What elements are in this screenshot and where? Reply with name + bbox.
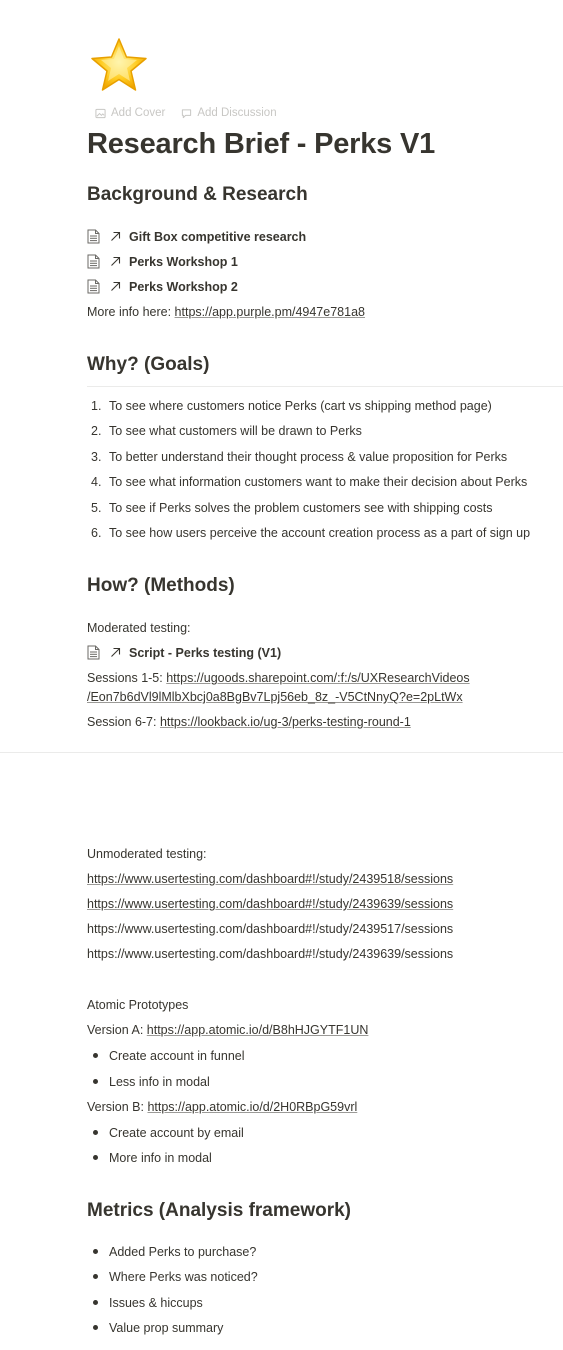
bullet-dot bbox=[93, 1300, 98, 1305]
version-b-link[interactable]: https://app.atomic.io/d/2H0RBpG59vrl bbox=[147, 1100, 358, 1114]
unmoderated-label: Unmoderated testing: bbox=[87, 847, 207, 861]
bullet-item bbox=[93, 1151, 212, 1165]
page-link-label: Script - Perks testing (V1) bbox=[129, 645, 282, 660]
bullet-item bbox=[93, 1049, 245, 1063]
bullet-text: Create account in funnel bbox=[109, 1049, 245, 1063]
version-a-link[interactable]: https://app.atomic.io/d/B8hHJGYTF1UN bbox=[146, 1023, 369, 1037]
more-info-line bbox=[87, 305, 365, 319]
session-6-7-label: Session 6-7: bbox=[87, 715, 160, 729]
bullet-dot bbox=[93, 1325, 98, 1330]
page-emoji-icon[interactable] bbox=[89, 36, 149, 96]
metric-text: Value prop summary bbox=[109, 1321, 224, 1335]
goal-item: 2. To see what customers will be drawn to Perks bbox=[91, 424, 362, 438]
heading-metrics: Metrics (Analysis framework) bbox=[87, 1200, 351, 1221]
bullet-dot bbox=[93, 1130, 98, 1135]
unmoderated-link[interactable]: https://www.usertesting.com/dashboard#!/study/2439639/sessions bbox=[87, 897, 454, 911]
arrow-up-right-icon bbox=[110, 231, 121, 242]
add-discussion-button[interactable] bbox=[181, 107, 276, 119]
page-link-gift-box[interactable] bbox=[87, 229, 306, 244]
version-b-line bbox=[87, 1100, 357, 1114]
goal-item-text: To see what information customers want to make their decision about Perks bbox=[109, 475, 528, 489]
metric-item bbox=[93, 1270, 258, 1284]
page-link-label: Perks Workshop 2 bbox=[129, 279, 238, 294]
arrow-up-right-icon bbox=[110, 281, 121, 292]
goal-item: 4. To see what information customers want to make their decision about Perks bbox=[91, 475, 528, 489]
bullet-text: Less info in modal bbox=[109, 1075, 210, 1089]
unmoderated-link-item bbox=[87, 872, 453, 886]
document-icon bbox=[87, 254, 100, 269]
add-cover-button[interactable] bbox=[95, 107, 165, 119]
heading-goals: Why? (Goals) bbox=[87, 354, 210, 375]
unmoderated-link-item bbox=[87, 897, 453, 911]
page-link-label: Gift Box competitive research bbox=[129, 229, 307, 244]
bullet-dot bbox=[93, 1053, 98, 1058]
page-break-divider bbox=[0, 752, 563, 753]
page-link-workshop-2[interactable] bbox=[87, 279, 238, 294]
page-link-label: Perks Workshop 1 bbox=[129, 254, 238, 269]
document-icon bbox=[87, 645, 100, 660]
unmoderated-text-item: https://www.usertesting.com/dashboard#!/study/2439639/sessions bbox=[87, 947, 454, 961]
page-title[interactable]: Research Brief - Perks V1 bbox=[87, 128, 436, 160]
sessions-1-5-line-2 bbox=[87, 690, 463, 704]
session-6-7-line bbox=[87, 715, 411, 729]
bullet-dot bbox=[93, 1155, 98, 1160]
metric-item bbox=[93, 1245, 256, 1259]
unmoderated-link[interactable]: https://www.usertesting.com/dashboard#!/study/2439518/sessions bbox=[87, 872, 454, 886]
goal-item: 5. To see if Perks solves the problem customers see with shipping costs bbox=[91, 501, 493, 515]
document-icon bbox=[87, 279, 100, 294]
session-6-7-link[interactable]: https://lookback.io/ug-3/perks-testing-round-1 bbox=[159, 715, 411, 729]
metric-text: Where Perks was noticed? bbox=[109, 1270, 258, 1284]
metric-text: Added Perks to purchase? bbox=[109, 1245, 257, 1259]
image-icon bbox=[95, 108, 106, 119]
comment-icon bbox=[181, 108, 192, 119]
bullet-item bbox=[93, 1075, 210, 1089]
goal-item: 6. To see how users perceive the account creation process as a part of sign up bbox=[91, 526, 531, 540]
sessions-1-5-link-continued[interactable]: /Eon7b6dVl9lMlbXbcj0a8BgBv7Lpj56eb_8z_-V5CtNnyQ?e=2pLtWx bbox=[87, 690, 463, 704]
bullet-text: Create account by email bbox=[109, 1126, 244, 1140]
goal-item: 3. To better understand their thought process & value proposition for Perks bbox=[91, 450, 508, 464]
unmoderated-text-item: https://www.usertesting.com/dashboard#!/study/2439517/sessions bbox=[87, 922, 454, 936]
bullet-dot bbox=[93, 1249, 98, 1254]
goal-item-text: To see what customers will be drawn to Perks bbox=[109, 424, 362, 438]
arrow-up-right-icon bbox=[110, 256, 121, 267]
bullet-text: More info in modal bbox=[109, 1151, 212, 1165]
page-meta-actions bbox=[95, 107, 277, 119]
version-a-label: Version A: bbox=[87, 1023, 147, 1037]
goal-item-text: To see if Perks solves the problem customers see with shipping costs bbox=[109, 501, 493, 515]
add-discussion-label: Add Discussion bbox=[197, 107, 277, 119]
version-b-label: Version B: bbox=[87, 1100, 148, 1114]
metric-item bbox=[93, 1296, 203, 1310]
sessions-1-5-link[interactable]: https://ugoods.sharepoint.com/:f:/s/UXResearchVideos bbox=[166, 671, 470, 685]
bullet-item bbox=[93, 1126, 244, 1140]
sessions-1-5-line bbox=[87, 671, 470, 685]
add-cover-label: Add Cover bbox=[111, 107, 166, 119]
metric-text: Issues & hiccups bbox=[109, 1296, 203, 1310]
more-info-label: More info here: bbox=[87, 305, 175, 319]
arrow-up-right-icon bbox=[110, 647, 121, 658]
atomic-label: Atomic Prototypes bbox=[87, 998, 189, 1012]
bullet-dot bbox=[93, 1274, 98, 1279]
goal-item-text: To see how users perceive the account creation process as a part of sign up bbox=[109, 526, 531, 540]
moderated-label: Moderated testing: bbox=[87, 621, 191, 635]
sessions-1-5-label: Sessions 1-5: bbox=[87, 671, 167, 685]
goal-item-text: To better understand their thought process & value proposition for Perks bbox=[109, 450, 508, 464]
more-info-link[interactable]: https://app.purple.pm/4947e781a8 bbox=[174, 305, 365, 319]
heading-background: Background & Research bbox=[87, 184, 308, 205]
heading-divider bbox=[87, 386, 563, 387]
page-link-workshop-1[interactable] bbox=[87, 254, 238, 269]
metric-item bbox=[93, 1321, 223, 1335]
version-a-line bbox=[87, 1023, 368, 1037]
page-link-script[interactable] bbox=[87, 645, 281, 660]
goal-item: 1. To see where customers notice Perks (cart vs shipping method page) bbox=[91, 399, 492, 413]
goal-item-text: To see where customers notice Perks (cart vs shipping method page) bbox=[109, 399, 492, 413]
document-icon bbox=[87, 229, 100, 244]
heading-methods: How? (Methods) bbox=[87, 575, 235, 596]
bullet-dot bbox=[93, 1079, 98, 1084]
